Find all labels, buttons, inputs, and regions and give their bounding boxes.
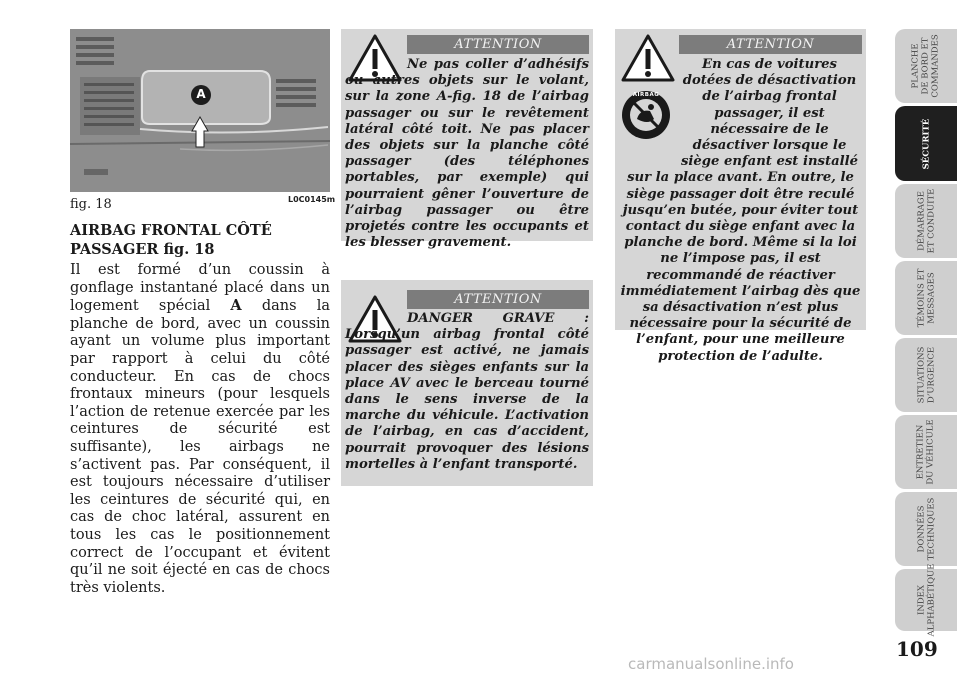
nav-tab-situations[interactable]: [895, 338, 957, 412]
warning-text-3-wrap: [619, 57, 862, 365]
nav-tab-donnees[interactable]: [895, 492, 957, 566]
nav-tab-entretien[interactable]: [895, 415, 957, 489]
warning-box-3: [615, 29, 866, 364]
section-title-line1: AIRBAG FRONTAL CÔTÉ: [70, 222, 272, 239]
warning-header-1: ATTENTION: [407, 35, 589, 54]
nav-tab-index[interactable]: [895, 563, 957, 637]
warning-text-3-content: En cas de voitures dotées de désactivation de l’airbag frontal passager, il est nécessaire de le désactiver lorsque le siège enfant est installé sur la place avant. En outre, le siège passager doit être reculé jusqu’en butée, pour éviter tout contact du siège enfant avec la planche de bord. Même si la loi ne l’impose pas, il est recommandé de réactiver immédiatement l’airbag dès que sa désactivation n’est plus nécessaire pour la sécurité de l’enfant, pour une meilleure protection de l’adulte.: [620, 57, 861, 364]
marker-label-a: A: [196, 87, 206, 101]
section-body: [70, 262, 330, 597]
nav-tab-label: SITUATIONS D’URGENCE: [916, 346, 936, 404]
figure-code: L0C0145m: [288, 195, 336, 204]
body-text-bold: A: [230, 297, 242, 315]
nav-tab-temoins[interactable]: [895, 261, 957, 335]
warning-box-1: [341, 29, 593, 251]
section-title-line2: PASSAGER fig. 18: [70, 241, 215, 258]
dashboard-illustration: [70, 29, 330, 192]
figure-caption: fig. 18: [70, 197, 112, 212]
float-spacer: [619, 57, 677, 155]
warning-text-2-content: DANGER GRAVE : Lorsqu’un airbag frontal côté passager est activé, ne jamais placer des sièges enfants sur la place AV avec le berceau tourné dans le sens inverse de la marche du véhicule. L’activation de l’airbag, en cas d’accident, pourrait provoquer des lésions mortelles à l’enfant transporté.: [345, 311, 589, 472]
warning-header-3: ATTENTION: [679, 35, 862, 54]
warning-text-1: [345, 57, 589, 251]
nav-tab-planche-de-bord[interactable]: [895, 29, 957, 103]
airbag-badge-text: AIRBAG: [632, 92, 660, 98]
nav-tab-label: DÉMARRAGE ET CONDUITE: [916, 188, 937, 254]
body-text-start: Il est formé d’un coussin à gonflage instantané placé dans un logement spécial: [70, 262, 330, 315]
dashboard-figure: [70, 29, 330, 192]
nav-tab-label: SÉCURITÉ: [920, 118, 931, 169]
nav-tab-demarrage[interactable]: [895, 184, 957, 258]
nav-tab-label: TÉMOINS ET MESSAGES: [916, 268, 936, 328]
warning-box-2: [341, 280, 593, 486]
nav-tab-label: INDEX ALPHABÉTIQUE: [916, 563, 936, 637]
warning-text-2: [345, 311, 589, 473]
section-title: [70, 221, 330, 259]
nav-tab-label: DONNÉES TECHNIQUES: [916, 497, 936, 561]
page-number: 109: [896, 637, 938, 661]
warning-header-2: ATTENTION: [407, 290, 589, 309]
nav-tab-securite[interactable]: [895, 106, 957, 181]
body-text-end: dans la planche de bord, avec un coussin ayant un volume plus important par rapport à celui du côté conducteur. En cas de chocs frontaux mineurs (pour lesquels l’action de retenue exercée par les ceintures de sécurité est suffisante), les airbags ne s’activent pas. Par conséquent, il est toujours nécessaire d’utiliser les ceintures de sécurité qui, en cas de choc latéral, assurent en tous les cas le positionnement correct de l’occupant et évitent qu’il ne soit éjecté en cas de chocs très violents.: [70, 298, 330, 596]
warning-text-1-content: Ne pas coller d’adhésifs ou autres objets sur le volant, sur la zone A-fig. 18 de l’airbag passager ou sur le revêtement latéral côté toit. Ne pas placer des objets sur la planche côté passager (des téléphones portables, par exemple) qui pourraient gêner l’ouverture de l’airbag passager ou être projetés contre les occupants et les blesser gravement.: [345, 57, 589, 251]
nav-tab-label: PLANCHE DE BORD ET COMMANDES: [911, 34, 941, 98]
watermark: carmanualsonline.info: [628, 655, 794, 673]
nav-tab-label: ENTRETIEN DU VÉHICULE: [916, 419, 936, 485]
